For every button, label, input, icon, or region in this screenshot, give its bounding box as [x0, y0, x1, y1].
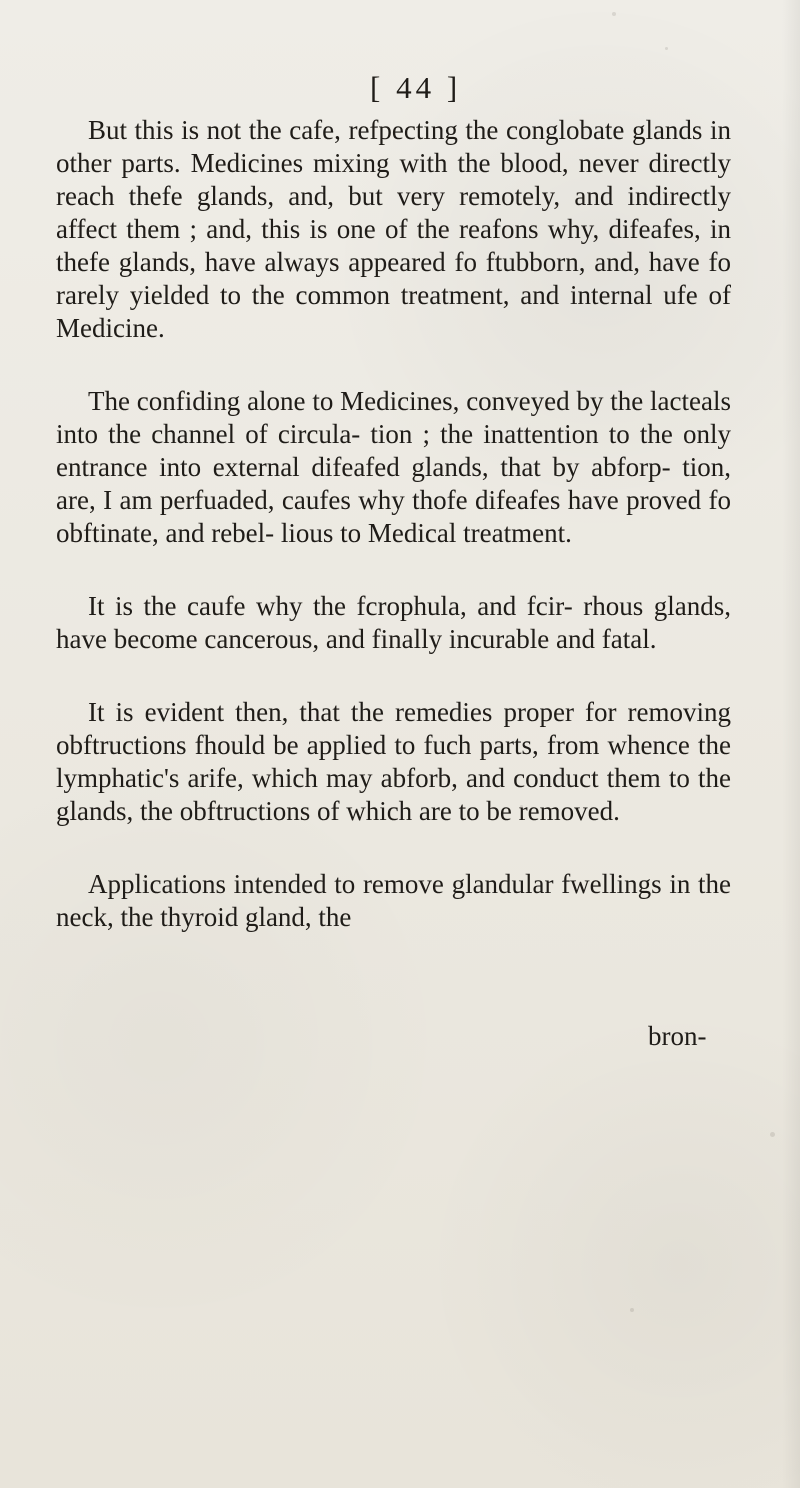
- paper-speck: [630, 1308, 634, 1312]
- page-body: [56, 114, 731, 974]
- paragraph-3: It is the caufe why the fcrophula, and fcir- rhous glands, have become cancerous, and finally incurable and fatal.: [56, 591, 731, 654]
- page-edge-shadow: [782, 0, 800, 1488]
- paper-speck: [770, 1132, 775, 1137]
- catchword: bron-: [648, 1021, 707, 1051]
- paper-speck: [612, 12, 616, 16]
- page-number: [ 44 ]: [370, 70, 462, 105]
- paragraph-5: Applications intended to remove glandular fwellings in the neck, the thyroid gland, the: [56, 869, 731, 932]
- paragraph-2: The confiding alone to Medicines, conveyed by the lacteals into the channel of circula- tion ; the inattention to the only entrance into external difeafed glands, that by abforp- tion, are, I am perfuaded, caufes why thofe difeafes have proved fo obftinate, and rebel- lious to Medical treatment.: [56, 386, 731, 548]
- paragraph-1: But this is not the cafe, refpecting the conglobate glands in other parts. Medicines mixing with the blood, never directly reach thefe glands, and, but very remotely, and indirectly affect them ; and, this is one of the reafons why, difeafes, in thefe glands, have always appeared fo ftubborn, and, have fo rarely yielded to the common treatment, and internal ufe of Medicine.: [56, 115, 731, 343]
- paper-speck: [520, 805, 523, 808]
- paper-speck: [665, 47, 668, 50]
- paragraph-4: It is evident then, that the remedies proper for removing obftructions fhould be applied to fuch parts, from whence the lymphatic's arife, which may abforb, and conduct them to the glands, the obftructions of which are to be removed.: [56, 697, 731, 826]
